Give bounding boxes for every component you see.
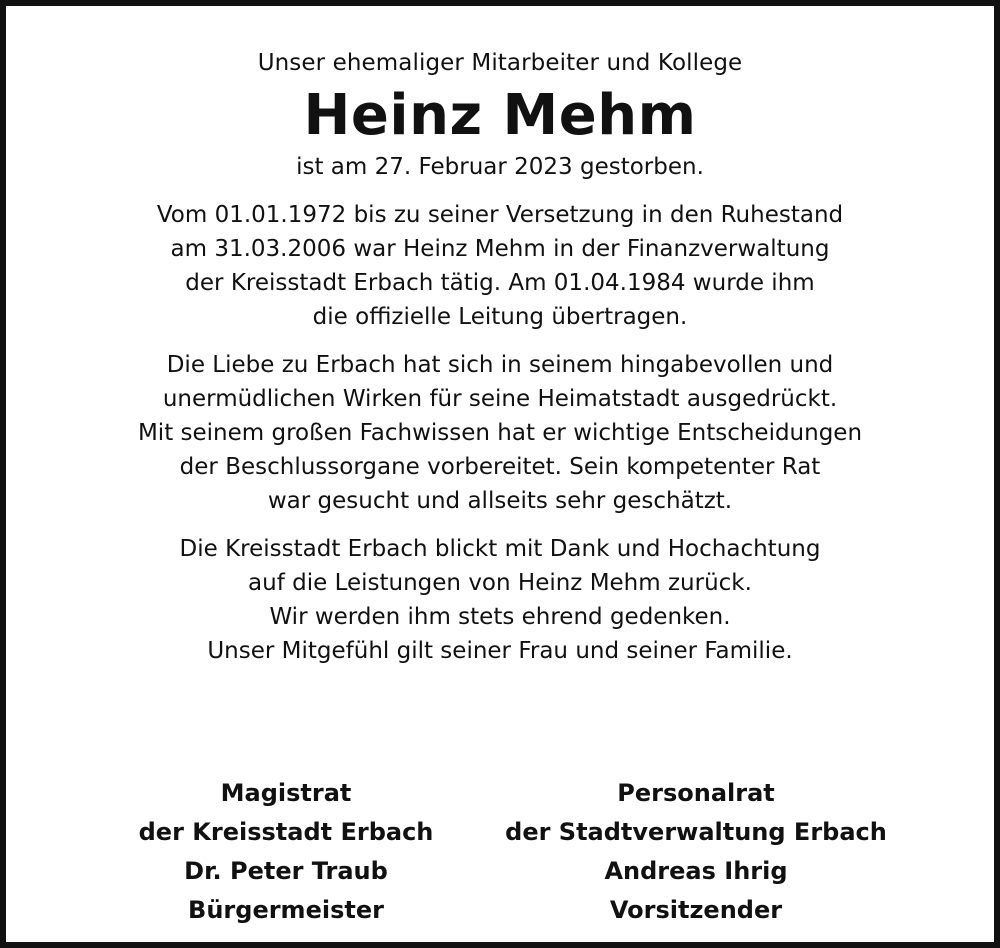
paragraph-line: auf die Leistungen von Heinz Mehm zurück.	[248, 570, 752, 596]
deceased-name: Heinz Mehm	[303, 83, 697, 148]
paragraph-line: Die Liebe zu Erbach hat sich in seinem hingabevollen und	[166, 352, 834, 378]
signature-line: Magistrat	[220, 779, 352, 807]
paragraph-career	[26, 198, 974, 334]
paragraph-line: die offizielle Leitung übertragen.	[312, 304, 688, 330]
paragraph-line: Die Kreisstadt Erbach blickt mit Dank und Hochachtung	[179, 536, 821, 562]
signature-personalrat	[476, 774, 916, 930]
signature-line: Personalrat	[617, 779, 775, 807]
signature-line: der Kreisstadt Erbach	[138, 818, 434, 846]
paragraph-line: der Beschlussorgane vorbereitet. Sein kompetenter Rat	[179, 454, 821, 480]
notice-body	[26, 46, 974, 682]
paragraph-line: Unser Mitgefühl gilt seiner Frau und seiner Familie.	[207, 638, 793, 664]
paragraph-line: Vom 01.01.1972 bis zu seiner Versetzung in den Ruhestand	[156, 202, 844, 228]
paragraph-tribute	[26, 348, 974, 518]
paragraph-condolence	[26, 532, 974, 668]
signature-line: der Stadtverwaltung Erbach	[505, 818, 887, 846]
paragraph-line: war gesucht und allseits sehr geschätzt.	[267, 488, 733, 514]
paragraph-line: Wir werden ihm stets ehrend gedenken.	[269, 604, 731, 630]
signature-block	[26, 774, 974, 934]
intro-line: Unser ehemaliger Mitarbeiter und Kollege	[257, 50, 743, 76]
paragraph-line: der Kreisstadt Erbach tätig. Am 01.04.1984 wurde ihm	[185, 270, 815, 296]
paragraph-line: unermüdlichen Wirken für seine Heimatstadt ausgedrückt.	[162, 386, 838, 412]
signature-line: Vorsitzender	[609, 896, 783, 924]
signature-magistrat	[106, 774, 466, 930]
paragraph-line: Mit seinem großen Fachwissen hat er wichtige Entscheidungen	[137, 420, 863, 446]
signature-line: Andreas Ihrig	[604, 857, 788, 885]
death-date-line: ist am 27. Februar 2023 gestorben.	[296, 154, 704, 180]
signature-line: Bürgermeister	[188, 896, 384, 924]
paragraph-line: am 31.03.2006 war Heinz Mehm in der Finanzverwaltung	[170, 236, 830, 262]
signature-line: Dr. Peter Traub	[184, 857, 388, 885]
